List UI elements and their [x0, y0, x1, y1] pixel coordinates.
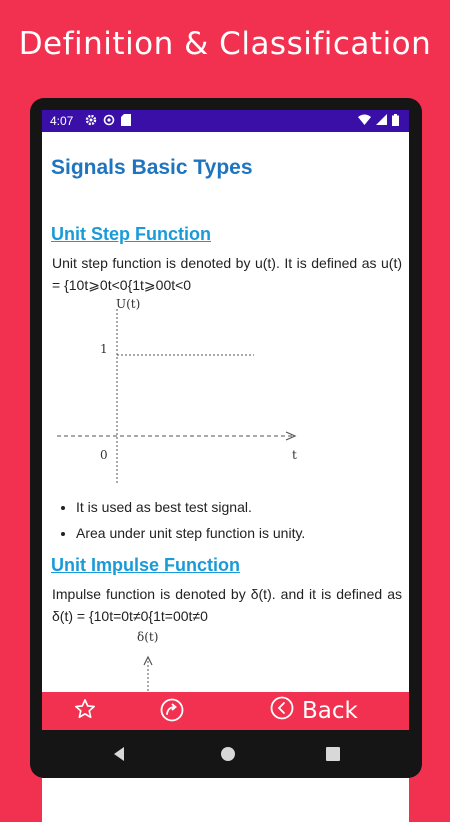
sync-icon [103, 114, 115, 129]
unit-impulse-y-label: δ(t) [137, 630, 159, 644]
back-button[interactable] [270, 696, 358, 726]
gear-icon [85, 114, 97, 129]
status-bar [42, 110, 409, 132]
banner-title: Definition & Classification [18, 26, 432, 62]
unit-impulse-graph [52, 627, 252, 692]
unit-step-x-label: t [292, 448, 297, 462]
battery-icon [392, 114, 399, 129]
page-title: Signals Basic Types [51, 156, 253, 179]
list-item: • It is used as best test signal. [76, 498, 305, 524]
phone-screen [42, 110, 409, 822]
system-nav-bar [42, 730, 409, 778]
nav-recents-icon[interactable] [326, 746, 340, 765]
unit-step-definition: Unit step function is denoted by u(t). It is defined as u(t) = {10t⩾0t<0{1t⩾00t<0 [52, 255, 402, 293]
phone-frame [30, 98, 422, 778]
share-icon[interactable] [160, 698, 184, 726]
nav-home-icon[interactable] [220, 746, 236, 766]
section-heading-unit-impulse: Unit Impulse Function [51, 555, 240, 575]
signal-icon [376, 114, 387, 129]
wifi-icon [358, 114, 371, 129]
back-arrow-icon [270, 696, 294, 726]
section-heading-unit-step: Unit Step Function [51, 224, 211, 244]
unit-impulse-definition: Impulse function is denoted by δ(t). and it is defined as δ(t) = {10t=0t≠0{1t=00t≠0 [52, 586, 402, 624]
list-item: • Area under unit step function is unity. [76, 524, 305, 550]
nav-back-icon[interactable] [112, 746, 126, 766]
unit-step-graph [52, 295, 312, 489]
unit-step-origin-label: 0 [100, 448, 108, 462]
unit-step-y-label: U(t) [116, 297, 141, 311]
unit-step-bullets [56, 498, 305, 550]
unit-step-level-label: 1 [100, 342, 108, 356]
star-icon[interactable] [74, 698, 96, 724]
status-time: 4:07 [50, 114, 74, 128]
article-content[interactable] [42, 132, 409, 692]
bottom-bar [42, 692, 409, 730]
back-button-label: Back [302, 698, 358, 724]
sd-card-icon [121, 114, 131, 129]
